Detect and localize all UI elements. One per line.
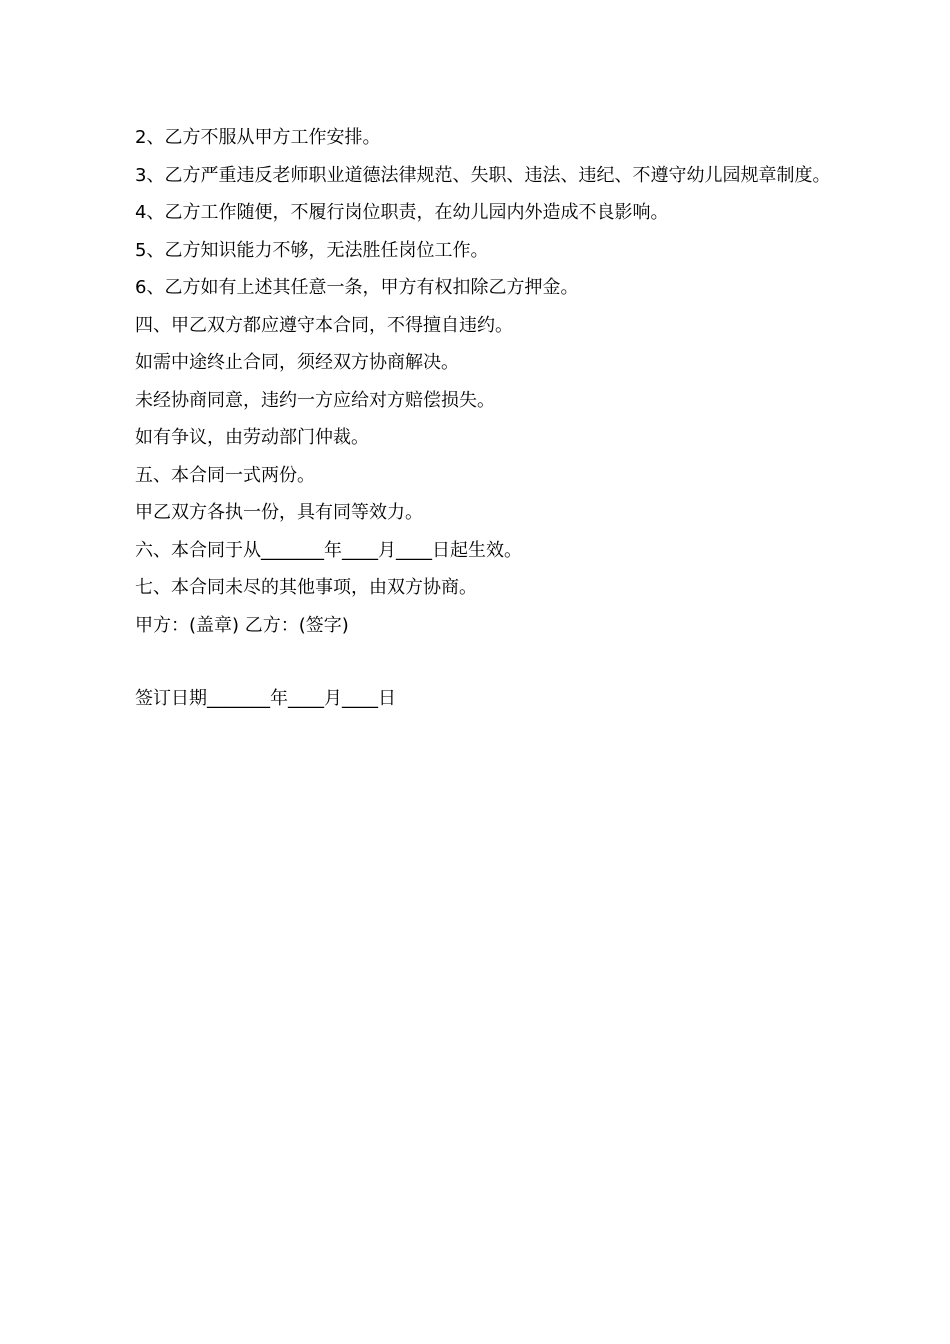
contract-body (116, 119, 836, 718)
clause-2-disobey-arrangement: 2、乙方不服从甲方工作安排。 (135, 127, 381, 148)
signature-line: 甲方：(盖章) 乙方：(签字) (135, 614, 349, 636)
section-6-effective-date: 六、本合同于从_______年____月____日起生效。 (135, 539, 522, 561)
signing-date-line: 签订日期_______年____月____日 (135, 688, 396, 709)
section-5-copies: 五、本合同一式两份。 (135, 464, 315, 486)
termination-by-negotiation: 如需中途终止合同，须经双方协商解决。 (135, 352, 459, 373)
clause-6-deposit-deduction: 6、乙方如有上述其任意一条，甲方有权扣除乙方押金。 (135, 277, 579, 298)
section-4-abide-contract: 四、甲乙双方都应遵守本合同，不得擅自违约。 (135, 314, 513, 336)
clause-3-serious-violation: 3、乙方严重违反老师职业道德法律规范、失职、违法、违纪、不遵守幼儿园规章制度。 (135, 164, 831, 186)
clause-4-careless-work: 4、乙方工作随便，不履行岗位职责，在幼儿园内外造成不良影响。 (135, 202, 669, 223)
section-7-other-matters: 七、本合同未尽的其他事项，由双方协商。 (135, 577, 477, 598)
dispute-arbitration: 如有争议，由劳动部门仲裁。 (135, 427, 369, 448)
blank-spacer (116, 644, 836, 680)
clause-5-insufficient-ability: 5、乙方知识能力不够，无法胜任岗位工作。 (135, 239, 489, 261)
breach-compensation: 未经协商同意，违约一方应给对方赔偿损失。 (135, 389, 495, 411)
equal-validity: 甲乙双方各执一份，具有同等效力。 (135, 502, 423, 523)
